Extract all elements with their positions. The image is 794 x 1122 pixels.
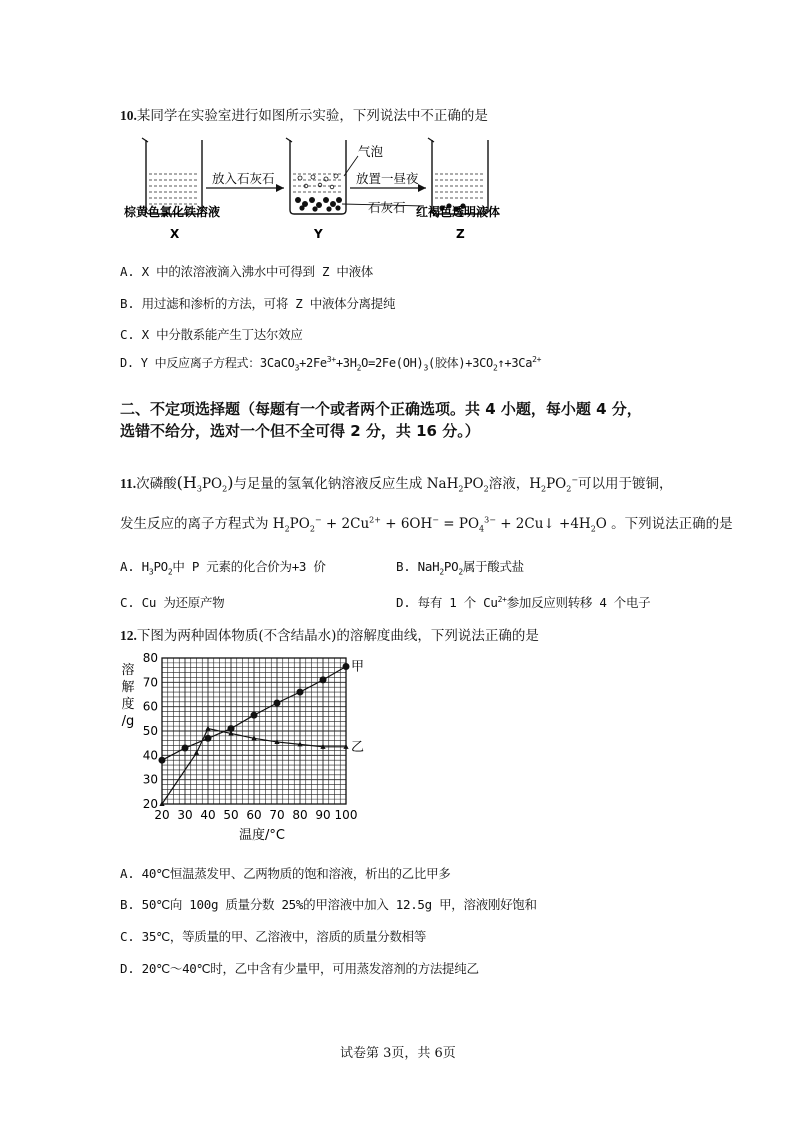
section-heading-line2: 选错不给分，选对一个但不全可得 2 分，共 16 分。） xyxy=(120,422,480,440)
data-point xyxy=(205,735,212,742)
q11-option-a: A. $H_3PO_2$中 P 元素的化合价为+3 价 xyxy=(120,559,326,577)
y-tick-label: 60 xyxy=(142,699,158,714)
y-axis-label-char: 解 xyxy=(121,680,135,695)
x-tick-label: 50 xyxy=(223,808,239,822)
x-tick-label: 60 xyxy=(246,808,262,822)
data-point xyxy=(343,663,350,670)
x-tick-label: 100 xyxy=(334,808,358,822)
question-text: 下图为两种固体物质(不含结晶水)的溶解度曲线，下列说法正确的是 xyxy=(136,628,539,644)
y-tick-label: 40 xyxy=(142,748,158,763)
q12-option-b: B. 50℃向 100g 质量分数 25%的甲溶液中加入 12.5g 甲，溶液刚好饱和 xyxy=(120,897,537,912)
x-tick-label: 40 xyxy=(200,808,216,822)
q10-option-d: D. Y 中反应离子方程式：$3CaCO_3+2Fe^{3+}+3H_2O=2Fe(OH)_3$(胶体)$+3CO_2↑+3Ca^{2+}$ xyxy=(120,355,542,373)
q12-stem xyxy=(120,624,539,644)
q11-option-c: C. Cu 为还原产物 xyxy=(120,595,225,610)
data-point xyxy=(274,700,281,707)
q11-option-b: B. $NaH_2PO_2$属于酸式盐 xyxy=(396,559,524,577)
stone-label: 石灰石 xyxy=(368,200,406,215)
x-tick-label: 80 xyxy=(292,808,308,822)
data-point xyxy=(320,676,327,683)
solubility-chart xyxy=(112,648,372,858)
series-label: 甲 xyxy=(351,659,365,675)
question-number: 11. xyxy=(120,476,137,491)
section-heading-line1: 二、不定项选择题（每题有一个或者两个正确选项。共 4 小题，每小题 4 分， xyxy=(120,400,642,418)
q11-option-d: D. 每有 1 个 $Cu^{2+}$参加反应则转移 4 个电子 xyxy=(396,594,651,610)
q10-option-b: B. 用过滤和渗析的方法，可将 Z 中液体分离提纯 xyxy=(120,296,396,311)
x-axis-label: 温度/°C xyxy=(239,828,285,843)
q10-stem xyxy=(120,104,488,124)
series-label: 乙 xyxy=(351,739,365,755)
data-point xyxy=(159,757,166,764)
y-axis-label-char: /g xyxy=(121,714,135,729)
y-tick-label: 30 xyxy=(142,772,158,787)
q12-option-a: A. 40℃恒温蒸发甲、乙两物质的饱和溶液，析出的乙比甲多 xyxy=(120,866,451,881)
q10-option-a: A. X 中的浓溶液滴入沸水中可得到 Z 中液体 xyxy=(120,264,374,279)
arrow1-label: 放入石灰石 xyxy=(212,171,275,186)
q11-stem-line1: 11.次磷酸$(H_3PO_2)$与足量的氢氧化钠溶液反应生成 $NaH_2PO_2$溶液，$H_2PO_2^-$可以用于镀铜， xyxy=(120,473,673,494)
q10-option-c: C. X 中分散系能产生丁达尔效应 xyxy=(120,327,303,342)
z-caption: 红褐色透明液体 xyxy=(416,205,501,219)
question-number: 12. xyxy=(120,628,137,643)
beaker-x xyxy=(142,138,202,214)
data-point xyxy=(251,712,258,719)
y-label: Y xyxy=(314,227,323,241)
bubble-label: 气泡 xyxy=(358,144,384,159)
beaker-y xyxy=(286,138,346,214)
data-point xyxy=(297,689,304,696)
x-label: X xyxy=(170,227,180,241)
page-footer: 试卷第 3页，共 6页 xyxy=(340,1046,456,1061)
arrow2-label: 放置一昼夜 xyxy=(356,171,419,186)
q11-stem-line2: 发生反应的离子方程式为 $H_2PO_2^- + 2Cu^{2+} + 6OH^- = PO_4^{3-}$ + 2Cu↓ $+4H_2O$ 。下列说法正确的是 xyxy=(120,515,733,534)
y-axis-label-char: 度 xyxy=(121,697,135,712)
q12-option-d: D. 20℃～40℃时，乙中含有少量甲，可用蒸发溶剂的方法提纯乙 xyxy=(120,961,479,976)
data-point xyxy=(182,745,189,752)
x-caption: 棕黄色氯化铁溶液 xyxy=(124,205,221,219)
y-axis-label-char: 溶 xyxy=(121,663,135,678)
y-tick-label: 20 xyxy=(142,797,158,811)
x-tick-label: 90 xyxy=(315,808,331,822)
x-tick-label: 70 xyxy=(269,808,285,822)
z-label: Z xyxy=(456,227,465,241)
x-tick-label: 20 xyxy=(154,808,170,822)
question-text: 某同学在实验室进行如图所示实验，下列说法中不正确的是 xyxy=(136,108,488,124)
y-tick-label: 50 xyxy=(142,724,158,738)
beaker-z xyxy=(428,138,488,214)
y-tick-label: 80 xyxy=(142,651,158,665)
y-tick-label: 70 xyxy=(142,675,158,690)
question-number: 10. xyxy=(120,108,137,123)
q12-option-c: C. 35℃，等质量的甲、乙溶液中，溶质的质量分数相等 xyxy=(120,929,427,944)
q10-experiment-figure xyxy=(118,134,518,246)
x-tick-label: 30 xyxy=(177,808,193,822)
